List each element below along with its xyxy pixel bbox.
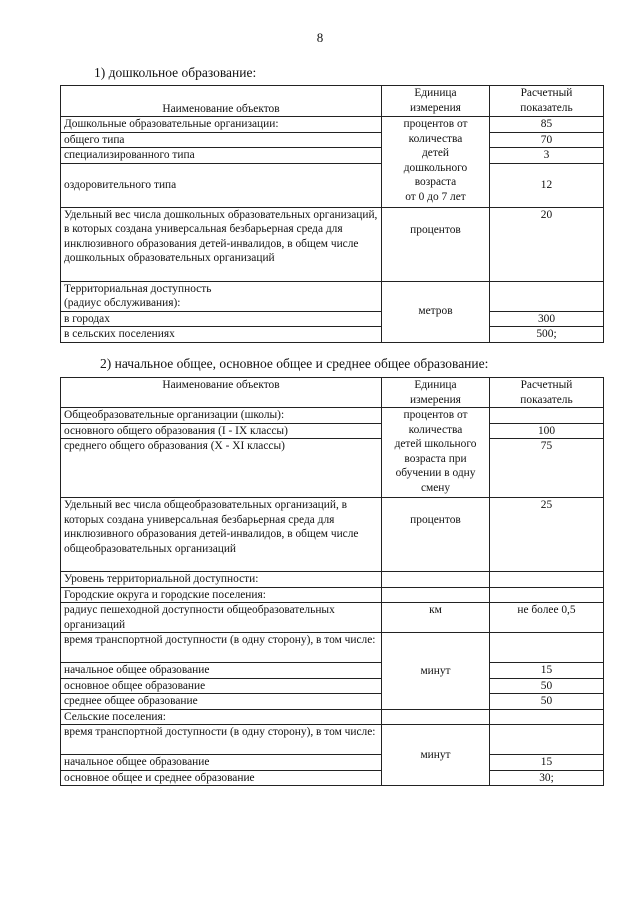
share-unit: [382, 498, 490, 572]
row-value: 85: [490, 117, 604, 133]
radius-value: не более 0,5: [490, 603, 604, 633]
empty-cell: [382, 709, 490, 725]
empty-cell: [382, 572, 490, 588]
share-value: 25: [490, 498, 604, 572]
col-unit-header: [382, 86, 490, 117]
time-name: время транспортной доступности (в одну сторону), в том числе:: [61, 633, 382, 663]
access-value-empty: [490, 281, 604, 311]
row-name: общего типа: [61, 132, 382, 148]
empty-cell: [490, 633, 604, 663]
rural-time-unit: минут: [382, 725, 490, 786]
row-name: специализированного типа: [61, 148, 382, 164]
radius-unit: км: [382, 603, 490, 633]
share-value: 20: [490, 207, 604, 281]
page-number: 8: [316, 30, 324, 45]
col-unit-header-text: Единица измерения: [410, 379, 461, 406]
time-unit: минут: [382, 633, 490, 710]
row-value: 50: [490, 678, 604, 694]
radius-name: радиус пешеходной доступности общеобразовательных организаций: [61, 603, 382, 633]
schools-name: Общеобразовательные организации (школы):: [61, 408, 382, 424]
col-name-header: Наименование объектов: [61, 86, 382, 117]
share-unit: [382, 207, 490, 281]
row-name: в сельских поселениях: [61, 327, 382, 343]
row-value: 500;: [490, 327, 604, 343]
row-value: 300: [490, 311, 604, 327]
row-value: 30;: [490, 770, 604, 786]
row-name: оздоровительного типа: [61, 163, 382, 207]
share-unit-text: процентов: [410, 223, 461, 236]
row-name: в городах: [61, 311, 382, 327]
row-name: основное общее и среднее образование: [61, 770, 382, 786]
col-value-header-text: Расчетный показатель: [520, 379, 573, 406]
row-value: 12: [490, 163, 604, 207]
empty-cell: [490, 587, 604, 603]
row-value: 15: [490, 663, 604, 679]
row-value: 70: [490, 132, 604, 148]
access-name: [61, 281, 382, 311]
row-name: среднее общее образование: [61, 694, 382, 710]
preschool-table: [60, 85, 604, 343]
col-value-header: [490, 378, 604, 408]
section1-heading: 1) дошкольное образование:: [94, 65, 257, 80]
row-value: 3: [490, 148, 604, 164]
row-name: Дошкольные образовательные организации:: [61, 117, 382, 133]
empty-cell: [490, 709, 604, 725]
share-name: Удельный вес числа дошкольных образовательных организаций, в которых создана универсальная безбарьерная среда для инклюзивного образования детей-инвалидов, в общем числе дошкольных образовательных организаций: [61, 207, 382, 281]
row-name: начальное общее образование: [61, 755, 382, 771]
row-value: 15: [490, 755, 604, 771]
level-name: Уровень территориальной доступности:: [61, 572, 382, 588]
schools-value-empty: [490, 408, 604, 424]
access-name-text: Территориальная доступность (радиус обслуживания):: [64, 282, 212, 309]
section2-heading: 2) начальное общее, основное общее и среднее общее образование:: [100, 356, 489, 371]
row-name: основное общее образование: [61, 678, 382, 694]
empty-cell: [382, 587, 490, 603]
share-unit-text: процентов: [410, 514, 461, 526]
row-name: начальное общее образование: [61, 663, 382, 679]
schools-unit-text: процентов от количества детей школьного возраста при обучении в одну смену: [394, 409, 477, 494]
empty-cell: [490, 572, 604, 588]
col-value-header: [490, 86, 604, 117]
row-value: 50: [490, 694, 604, 710]
col-unit-header: [382, 378, 490, 408]
row-value: 75: [490, 439, 604, 498]
general-education-table: [60, 377, 604, 786]
row-name: среднего общего образования (X - XI классы): [61, 439, 382, 498]
access-unit: метров: [382, 281, 490, 342]
col-value-header-text: Расчетный показатель: [520, 87, 573, 114]
schools-unit: [382, 408, 490, 498]
unit-cell: [382, 117, 490, 208]
col-unit-header-text: Единица измерения: [410, 87, 461, 114]
rural-time-name: время транспортной доступности (в одну сторону), в том числе:: [61, 725, 382, 755]
share-name: Удельный вес числа общеобразовательных организаций, в которых создана универсальная безбарьерная среда для инклюзивного образования детей-инвалидов, в общем числе общеобразовательных организаций: [61, 498, 382, 572]
urban-name: Городские округа и городские поселения:: [61, 587, 382, 603]
rural-name: Сельские поселения:: [61, 709, 382, 725]
unit-text: процентов от количества детей дошкольного возраста от 0 до 7 лет: [403, 118, 468, 203]
col-name-header: Наименование объектов: [61, 378, 382, 408]
empty-cell: [490, 725, 604, 755]
row-value: 100: [490, 423, 604, 439]
row-name: основного общего образования (I - IX классы): [61, 423, 382, 439]
